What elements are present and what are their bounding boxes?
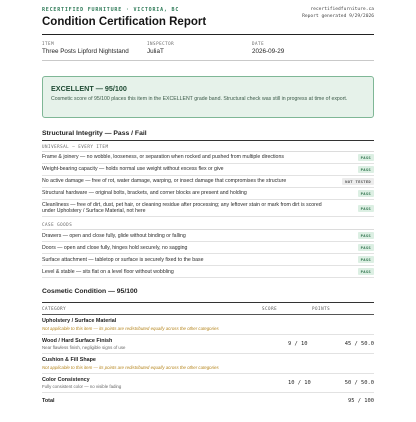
table-row bbox=[42, 315, 374, 335]
total-row bbox=[42, 393, 374, 409]
page-title: Condition Certification Report bbox=[42, 16, 207, 28]
category-note: Fully consistent color — no visible fading bbox=[42, 384, 122, 390]
score-cell: 10 / 10 bbox=[288, 380, 311, 387]
checklist-item-text: Weight-bearing capacity — holds normal use weight without excess flex or give bbox=[42, 166, 224, 173]
status-badge: PASS bbox=[358, 190, 374, 197]
date-field bbox=[252, 41, 374, 55]
checklist-row bbox=[42, 152, 374, 164]
checklist-row bbox=[42, 266, 374, 278]
inspector-value: JuliaT bbox=[147, 48, 164, 55]
table-row bbox=[42, 335, 374, 355]
checklist-row bbox=[42, 176, 374, 188]
category-note: Near flawless finish, negligible signs of use bbox=[42, 345, 126, 351]
report-meta bbox=[302, 7, 374, 20]
checklist-item-text: No active damage — free of rot, water damage, warping, or insect damage that compromises the structure bbox=[42, 178, 287, 185]
category-cell bbox=[42, 318, 262, 331]
category-note: Not applicable to this item — its points are redistributed equally across the other categories bbox=[42, 364, 219, 370]
total-label: Total bbox=[42, 398, 55, 405]
inspector-label: INSPECTOR bbox=[147, 41, 175, 46]
item-value: Three Posts Lipford Nightstand bbox=[42, 48, 129, 55]
checklist-group-label: CASE GOODS bbox=[42, 222, 374, 230]
status-badge: NOT TESTED bbox=[342, 178, 374, 185]
status-badge: PASS bbox=[358, 154, 374, 161]
status-badge: PASS bbox=[358, 232, 374, 239]
category-name: Color Consistency bbox=[42, 376, 90, 383]
status-badge: PASS bbox=[358, 166, 374, 173]
checklist-row bbox=[42, 242, 374, 254]
category-cell bbox=[42, 357, 262, 370]
checklist-item-text: Drawers — open and close fully, glide without binding or falling bbox=[42, 232, 186, 239]
structural-section-title: Structural Integrity — Pass / Fail bbox=[42, 130, 374, 141]
status-badge: PASS bbox=[358, 244, 374, 251]
structural-checklist bbox=[42, 144, 374, 278]
item-label: ITEM bbox=[42, 41, 55, 46]
checklist-row bbox=[42, 230, 374, 242]
item-field bbox=[42, 41, 147, 55]
checklist-item-text: Surface attachment — tabletop or surface is securely fixed to the base bbox=[42, 256, 204, 263]
total-points: 95 / 100 bbox=[348, 398, 374, 405]
checklist-item-text: Frame & joinery — no wobble, looseness, or separation when rocked and pushed from multiple directions bbox=[42, 154, 284, 161]
checklist-row bbox=[42, 254, 374, 266]
grade-description: Cosmetic score of 95/100 places this item in the EXCELLENT grade band. Structural check was still in progress at time of export. bbox=[51, 96, 348, 102]
checklist-row bbox=[42, 200, 374, 217]
table-row bbox=[42, 354, 374, 374]
site-url: recertifiedfurniture.ca bbox=[310, 7, 374, 12]
grade-title: EXCELLENT — 95/100 bbox=[51, 84, 127, 93]
category-note: Not applicable to this item — its points are redistributed equally across the other categories bbox=[42, 325, 219, 331]
generated-date: Report generated 9/29/2026 bbox=[302, 13, 374, 19]
grade-banner bbox=[42, 76, 374, 118]
col-score: SCORE bbox=[262, 306, 278, 312]
category-cell bbox=[42, 377, 262, 390]
cosmetic-rows bbox=[42, 315, 374, 393]
category-name: Cushion & Fill Shape bbox=[42, 357, 96, 364]
points-cell: 50 / 50.0 bbox=[344, 380, 374, 387]
checklist-item-text: Structural hardware — original bolts, brackets, and corner blocks are present and holding bbox=[42, 190, 247, 197]
category-name: Wood / Hard Surface Finish bbox=[42, 337, 113, 344]
category-cell bbox=[42, 338, 262, 351]
table-row bbox=[42, 374, 374, 394]
col-category: CATEGORY bbox=[42, 306, 67, 312]
status-badge: PASS bbox=[358, 256, 374, 263]
inspector-field bbox=[147, 41, 252, 55]
col-points: POINTS bbox=[312, 306, 331, 312]
cosmetic-table bbox=[42, 302, 374, 409]
points-cell: 45 / 50.0 bbox=[344, 341, 374, 348]
checklist-row bbox=[42, 164, 374, 176]
item-info bbox=[42, 35, 374, 61]
score-cell: 9 / 10 bbox=[288, 341, 308, 348]
date-label: DATE bbox=[252, 41, 265, 46]
report-header bbox=[42, 6, 374, 28]
date-value: 2026-09-29 bbox=[252, 48, 285, 55]
category-name: Upholstery / Surface Material bbox=[42, 318, 117, 325]
checklist-item-text: Cleanliness — free of dirt, dust, pet hair, or cleaning residue after processing; any leftover stain or mark from dirt is scored under Upholstery / Surface Material, not here bbox=[42, 202, 322, 215]
cosmetic-section-title: Cosmetic Condition — 95/100 bbox=[42, 288, 138, 296]
status-badge: PASS bbox=[358, 205, 374, 212]
checklist-item-text: Doors — open and close fully, hinges hold securely, no sagging bbox=[42, 244, 188, 251]
checklist-item-text: Level & stable — sits flat on a level floor without wobbling bbox=[42, 268, 174, 275]
status-badge: PASS bbox=[358, 268, 374, 275]
checklist-row bbox=[42, 188, 374, 200]
checklist-group-label: UNIVERSAL — EVERY ITEM bbox=[42, 144, 374, 152]
cosmetic-table-header bbox=[42, 303, 374, 315]
brand-line: RECERTIFIED FURNITURE · VICTORIA, BC bbox=[42, 7, 180, 13]
